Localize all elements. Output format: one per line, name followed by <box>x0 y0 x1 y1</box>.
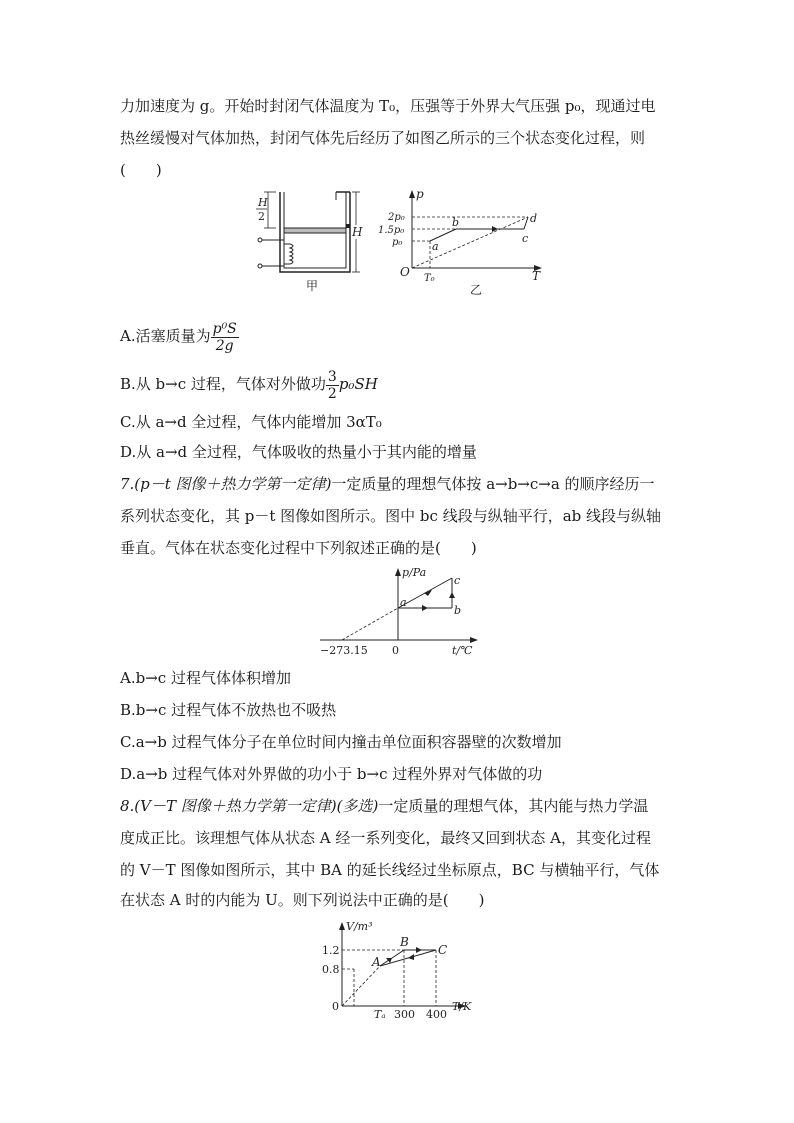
q7-option-d: D.a→b 过程气体对外界做的功小于 b→c 过程外界对气体做的功 <box>120 765 543 783</box>
tick-zero: 0 <box>392 644 399 657</box>
origin-O: O <box>400 265 410 279</box>
q6-option-d: D.从 a→d 全过程，气体吸收的热量小于其内能的增量 <box>120 443 477 461</box>
q6-figure-yi <box>376 184 546 296</box>
tick-neg-27315: −273.15 <box>320 644 368 657</box>
point-a: a <box>432 240 439 253</box>
point-B: B <box>400 935 409 949</box>
point-a: a <box>400 596 407 609</box>
q6-stem-line-3: ( ) <box>120 161 162 179</box>
q7-figure <box>316 562 486 658</box>
label-h-den: 2 <box>258 210 265 223</box>
q6-option-a-num: p⁰S <box>212 320 237 337</box>
q8-stem-line-4: 在状态 A 时的内能为 U。则下列说法中正确的是( ) <box>120 891 485 909</box>
tick-T0: T₀ <box>424 273 435 284</box>
point-c: c <box>454 574 461 587</box>
q8-stem-line-1-rest: 一定质量的理想气体，其内能与热力学温 <box>378 797 649 815</box>
q6-option-a-den: 2g <box>215 337 234 354</box>
tick-1-2: 1.2 <box>322 944 340 957</box>
q7-stem-line-3: 垂直。气体在状态变化过程中下列叙述正确的是( ) <box>120 539 477 557</box>
tick-400: 400 <box>426 1008 447 1021</box>
q8-title: 8.(V－T 图像＋热力学第一定律)(多选) <box>120 797 379 815</box>
label-H: H <box>352 225 363 239</box>
label-h-num: H <box>258 196 268 209</box>
point-c: c <box>522 232 529 245</box>
q7-option-a: A.b→c 过程气体体积增加 <box>120 669 291 687</box>
tick-TA: Tₐ <box>374 1008 386 1021</box>
q6-option-b-suffix: p₀SH <box>338 375 378 393</box>
q7-title: 7.(p－t 图像＋热力学第一定律) <box>120 475 332 493</box>
q6-stem-line-1: 力加速度为 g。开始时封闭气体温度为 T₀，压强等于外界大气压强 p₀，现通过电 <box>120 97 656 115</box>
q8-figure <box>316 914 486 1024</box>
axis-p-pa: p/Pa <box>402 566 427 579</box>
q6-option-b-fraction <box>326 369 339 402</box>
caption-yi: 乙 <box>470 283 483 296</box>
q7-stem-line-2: 系列状态变化，其 p－t 图像如图所示。图中 bc 线段与纵轴平行，ab 线段与纵轴 <box>120 507 662 525</box>
axis-t-c: t/℃ <box>452 644 473 657</box>
q6-figure-jia <box>250 184 370 294</box>
point-b: b <box>454 604 462 617</box>
q7-stem-line-1 <box>120 474 655 494</box>
tick-300: 300 <box>394 1008 415 1021</box>
piston <box>284 228 346 233</box>
q7-stem-line-1-rest: 一定质量的理想气体按 a→b→c→a 的顺序经历一 <box>331 475 655 493</box>
caption-jia: 甲 <box>306 279 319 293</box>
point-b: b <box>452 216 460 229</box>
q6-stem-line-2: 热丝缓慢对气体加热，封闭气体先后经历了如图乙所示的三个状态变化过程，则 <box>120 129 646 147</box>
q6-option-a-fraction <box>211 321 239 354</box>
q6-option-c: C.从 a→d 全过程，气体内能增加 3αT₀ <box>120 413 382 431</box>
axis-p: p <box>416 187 424 201</box>
point-A: A <box>372 955 381 969</box>
tick-0-8: 0.8 <box>322 963 340 976</box>
q8-stem-line-2: 度成正比。该理想气体从状态 A 经一系列变化，最终又回到状态 A，其变化过程 <box>120 829 651 847</box>
q6-option-b <box>120 366 378 402</box>
origin-zero: 0 <box>332 1000 339 1013</box>
point-C: C <box>438 943 448 957</box>
q7-option-b: B.b→c 过程气体不放热也不吸热 <box>120 701 337 719</box>
q6-option-b-num: 3 <box>327 368 337 385</box>
tick-15p0: 1.5p₀ <box>378 225 405 236</box>
q8-stem-line-3: 的 V－T 图像如图所示，其中 BA 的延长线经过坐标原点，BC 与横轴平行，气体 <box>120 861 660 879</box>
axis-T: T <box>532 269 541 283</box>
tick-2p0: 2p₀ <box>388 212 405 223</box>
q6-option-b-den: 2 <box>327 385 337 402</box>
q7-option-c: C.a→b 过程气体分子在单位时间内撞击单位面积容器壁的次数增加 <box>120 733 562 751</box>
heating-coil <box>284 244 293 264</box>
q8-stem-line-1 <box>120 796 648 816</box>
axis-V: V/m³ <box>346 920 373 933</box>
q6-option-b-prefix: B.从 b→c 过程，气体对外做功 <box>120 375 326 393</box>
q6-option-a <box>120 318 239 354</box>
point-d: d <box>530 212 538 225</box>
tick-p0: p₀ <box>392 237 403 248</box>
axis-T-K: T/K <box>452 1000 472 1013</box>
q6-option-a-prefix: A.活塞质量为 <box>120 327 211 345</box>
